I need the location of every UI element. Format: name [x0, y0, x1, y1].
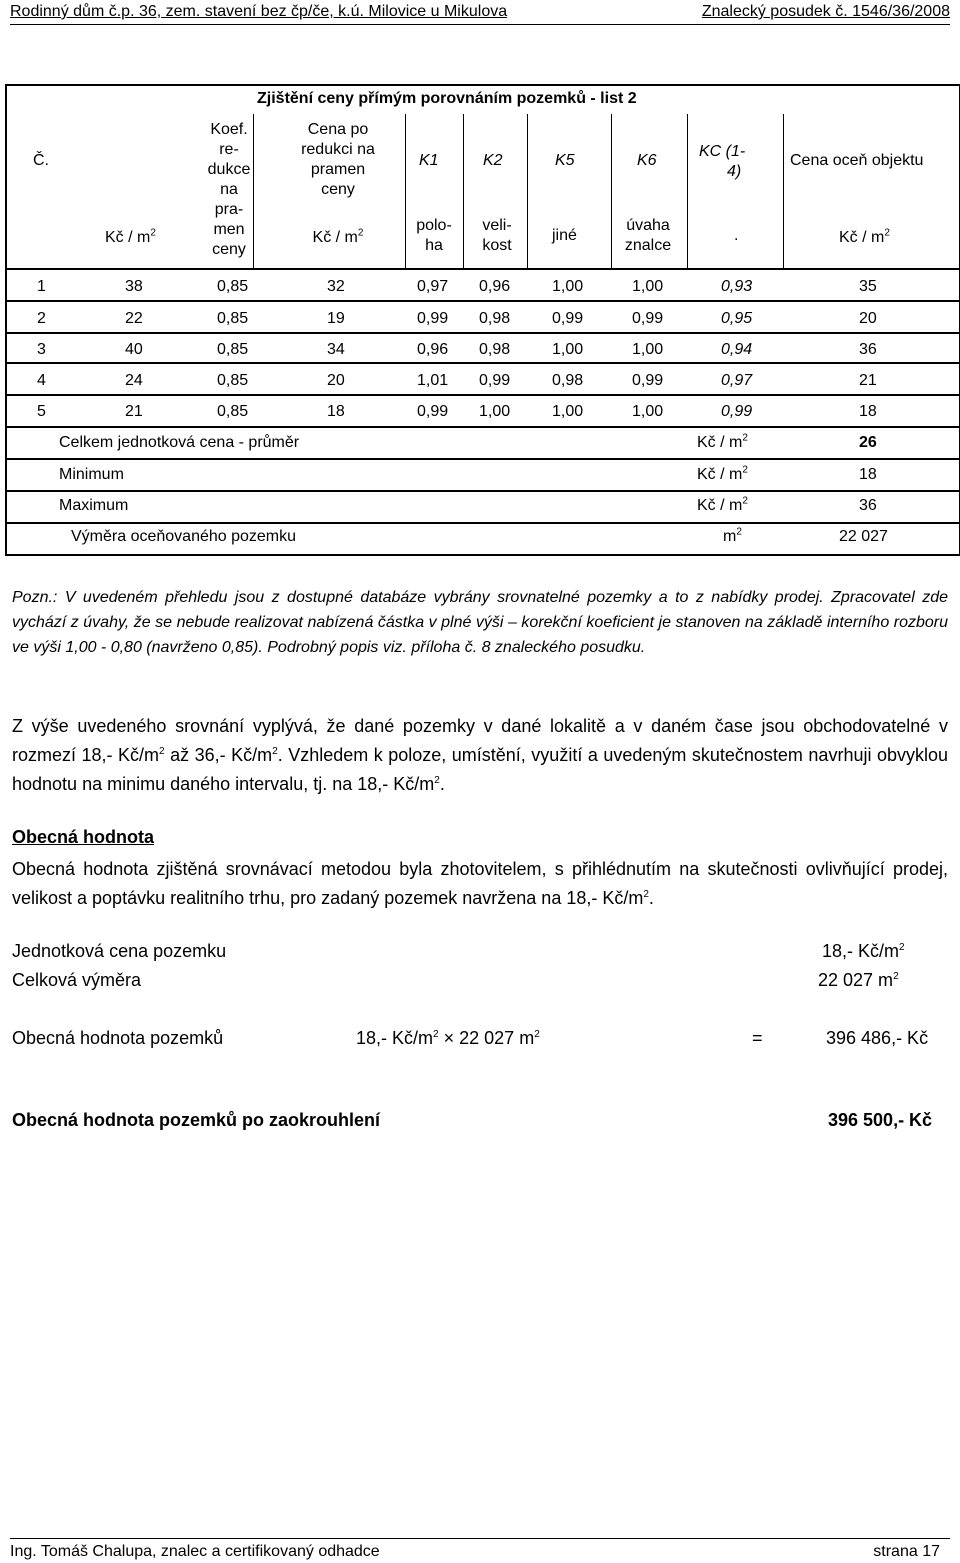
- header-title: Rodinný dům č.p. 36, zem. stavení bez čp/če, k.ú. Milovice u Mikulova: [10, 3, 508, 20]
- land-value-formula: 18,- $Kč/m^2 \times 22$ 027 $m^2$: [356, 1028, 540, 1048]
- unit-price-label: Jednotková cena pozemku: [12, 941, 227, 961]
- conclusion-paragraph: Z výše uvedeného srovnání vyplývá, že dané pozemky v dané lokalitě a v daném čase jsou obchodovatelné v rozmezí 18,- $Kč/m^2$ až 36,- $Kč/m^2$. Vzhledem k poloze, umístění, využití a uvedeným skutečnostem navrhuji obvyklou hodnotu na minimu daného intervalu, tj. na 18,- $Kč/m^2$.: [12, 716, 949, 794]
- col-header-cena: Cena po redukci na pramen ceny: [301, 121, 375, 198]
- total-area-label: Celková výměra: [12, 970, 142, 990]
- col-header-uvaha: úvaha znalce: [624, 217, 672, 254]
- table-title: Zjištění ceny přímým porovnáním pozemků - list 2: [257, 90, 637, 107]
- comparison-table: Zjištění ceny přímým porovnáním pozemků - list 2 Č. Kč / $m^2$ Koef. re- dukce na pra- men ceny Cena po redukci na pramen ceny Kč / $m^2$ K1 K2 K5 K6 KC (1- 4) Cena oceň objektu polo- ha veli- kost jiné úvaha znalce . Kč / $m^2$ 1 38 0,85 32 0,97 0,96 1,00 1,00 0,93 35 2 22 0,85 19 0,99 0,98 0,99 0,99 0,95 20 3 40 0,85 34 0,96 0,98 1,00 1,00 0,94 36 4 24 0,85 20 1,01 0,99 0,98 0,99 0,97 21 5 21 0,85 18 0,99 1,00 1,00 1,00 0,99 18 Celkem jednotková cena - průměr Kč / $m^2$ 26 Minimum Kč / $m^2$ 18 Maximum Kč / $m^2$ 36 Výměra oceňovaného pozemku $m^2$ 22 027: [5, 84, 960, 556]
- total-area-value: 22 027 $m^2$: [818, 970, 899, 990]
- col-header-k5: K5: [555, 152, 575, 169]
- obecna-heading: Obecná hodnota: [12, 827, 155, 847]
- unit-price-value: 18,- $Kč/m^2$: [822, 941, 905, 961]
- col-header-koef: Koef. re- dukce na pra- men ceny: [207, 121, 251, 258]
- land-value-result: 396 486,- Kč: [826, 1028, 929, 1048]
- rounded-value-label: Obecná hodnota pozemků po zaokrouhlení: [12, 1110, 381, 1130]
- col-header-cena-unit: Kč / $m^2$: [312, 227, 364, 246]
- col-header-velikost: veli- kost: [482, 217, 512, 254]
- page-header: [10, 2, 950, 25]
- col-header-k1: K1: [419, 152, 439, 169]
- col-header-cena-ocen: Cena oceň objektu: [790, 152, 924, 169]
- col-header-k2: K2: [483, 152, 503, 169]
- col-header-jine: jiné: [552, 227, 577, 244]
- obecna-paragraph: Obecná hodnota zjištěná srovnávací metodou byla zhotovitelem, s přihlédnutím na skutečnosti ovlivňující prodej, velikost a poptávku realitního trhu, pro zadaný pozemek navržena na 18,- $Kč/m^2$.: [12, 859, 948, 908]
- col-header-dot: .: [734, 227, 739, 244]
- page-footer: [10, 1538, 950, 1561]
- land-value-label: Obecná hodnota pozemků: [12, 1028, 224, 1048]
- rounded-value: 396 500,- Kč: [828, 1110, 933, 1130]
- land-value-equals: =: [752, 1028, 763, 1048]
- page-number: strana 17: [873, 1543, 940, 1560]
- note-paragraph: Pozn.: V uvedeném přehledu jsou z dostupné databáze vybrány srovnatelné pozemky a to z nabídky prodej. Zpracovatel zde vychází z úvahy, že se nebude realizovat nabízená částka v plné výši – korekční koeficient je stanoven na základě interního rozboru ve výši 1,00 - 0,80 (navrženo 0,85). Podrobný popis viz. příloha č. 8 znaleckého posudku.: [12, 589, 948, 656]
- col-header-kc: KC (1- 4): [699, 143, 746, 180]
- col-header-poloha: polo- ha: [416, 217, 452, 254]
- col-header-cena-unit-2: Kč / $m^2$: [839, 227, 890, 246]
- col-header-number: Č.: [33, 152, 49, 169]
- footer-author: Ing. Tomáš Chalupa, znalec a certifikovaný odhadce: [10, 1543, 380, 1560]
- header-report-number: Znalecký posudek č. 1546/36/2008: [701, 3, 950, 20]
- col-header-k6: K6: [637, 152, 657, 169]
- col-header-unit: Kč / $m^2$: [105, 227, 156, 246]
